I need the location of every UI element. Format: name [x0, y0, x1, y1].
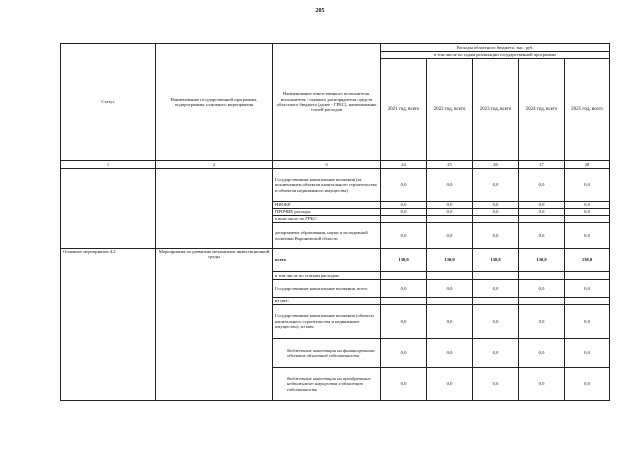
row-value: 0,0: [565, 339, 610, 368]
row-value: 0,0: [519, 280, 565, 298]
row-value: 0,0: [519, 339, 565, 368]
row-value: [381, 272, 427, 280]
row-value: [427, 216, 473, 223]
row-value: 0,0: [427, 339, 473, 368]
row-label: бюджетные инвестиции на финансирование объектов областной собственности: [273, 339, 381, 368]
row-value: 130,0: [427, 249, 473, 272]
row-value: 0,0: [473, 169, 519, 202]
row-value: 0,0: [381, 368, 427, 401]
col-number: 3: [273, 161, 381, 169]
row-value: 0,0: [565, 305, 610, 339]
column-number-row: [61, 161, 610, 169]
row-value: [565, 298, 610, 305]
row-label: из них:: [273, 298, 381, 305]
row-label: в том числе по ГРБС:: [273, 216, 381, 223]
status-cell-empty: [61, 169, 156, 249]
row-value: 0,0: [473, 223, 519, 249]
col-number: 25: [427, 161, 473, 169]
header-program-name: Наименование государственной программы, подпрограммы, основного мероприятия: [156, 44, 273, 161]
row-value: 0,0: [427, 280, 473, 298]
row-value: [427, 298, 473, 305]
row-value: 0,0: [565, 280, 610, 298]
header-expenses: Расходы областного бюджета, тыс. руб.: [381, 44, 610, 52]
header-year: 2024 год, всего: [519, 59, 565, 161]
row-label: Государственные капитальные вложения, всего: [273, 280, 381, 298]
row-value: [519, 298, 565, 305]
row-label: НИОКР: [273, 202, 381, 209]
row-value: 0,0: [381, 209, 427, 216]
row-value: 0,0: [427, 209, 473, 216]
header-executor: Наименование ответственного исполнителя, исполнителя - главного распорядителя средств областного бюджета (далее - ГРБС), наименование статей расходов: [273, 44, 381, 161]
row-value: 0,0: [565, 169, 610, 202]
row-value: 130,0: [565, 249, 610, 272]
col-number: 1: [61, 161, 156, 169]
row-value: 0,0: [519, 305, 565, 339]
row-value: 0,0: [473, 280, 519, 298]
col-number: 24: [381, 161, 427, 169]
row-value: 0,0: [519, 169, 565, 202]
col-number: 28: [565, 161, 610, 169]
row-value: 0,0: [381, 202, 427, 209]
budget-table: [60, 43, 610, 401]
row-value: [427, 272, 473, 280]
event-name: Мероприятия по развитию механизмов инвестиционной среды: [156, 249, 273, 401]
header-year: 2023 год, всего: [473, 59, 519, 161]
row-value: [565, 216, 610, 223]
header-status: Статус: [61, 44, 156, 161]
row-value: 0,0: [519, 223, 565, 249]
row-value: [565, 272, 610, 280]
table-row: [61, 249, 610, 272]
row-value: 130,0: [381, 249, 427, 272]
row-value: 0,0: [381, 305, 427, 339]
row-label: бюджетные инвестиции на приобретение недвижимого имущества в областную собственность: [273, 368, 381, 401]
page-number: 205: [315, 8, 325, 14]
row-value: 0,0: [473, 202, 519, 209]
row-value: [381, 298, 427, 305]
row-value: 0,0: [565, 202, 610, 209]
row-label: всего: [273, 249, 381, 272]
row-value: 0,0: [381, 280, 427, 298]
row-value: 0,0: [381, 169, 427, 202]
header-year: 2021 год, всего: [381, 59, 427, 161]
row-value: [519, 216, 565, 223]
row-value: 0,0: [427, 169, 473, 202]
header-year: 2025 год, всего: [565, 59, 610, 161]
row-value: 0,0: [565, 209, 610, 216]
row-value: 0,0: [473, 339, 519, 368]
row-value: 0,0: [427, 305, 473, 339]
row-value: 0,0: [519, 202, 565, 209]
row-label: департамент образования, науки и молодежной политики Воронежской области: [273, 223, 381, 249]
program-cell-empty: [156, 169, 273, 249]
row-value: 0,0: [473, 368, 519, 401]
row-value: 0,0: [519, 368, 565, 401]
row-label: в том числе по статьям расходов:: [273, 272, 381, 280]
row-value: 0,0: [565, 223, 610, 249]
row-value: 0,0: [427, 202, 473, 209]
col-number: 26: [473, 161, 519, 169]
header-by-years: в том числе по годам реализации государственной программы: [381, 52, 610, 59]
row-value: 130,0: [473, 249, 519, 272]
row-value: [473, 298, 519, 305]
col-number: 2: [156, 161, 273, 169]
row-value: 0,0: [381, 223, 427, 249]
row-value: 0,0: [565, 368, 610, 401]
row-value: 0,0: [381, 339, 427, 368]
row-value: 0,0: [473, 305, 519, 339]
row-value: 130,0: [519, 249, 565, 272]
table-row: [61, 169, 610, 202]
row-value: [473, 216, 519, 223]
row-value: 0,0: [427, 368, 473, 401]
row-label: Государственные капитальные вложения (объекты капитального строительства и недвижимое имущество), из них:: [273, 305, 381, 339]
row-value: 0,0: [427, 223, 473, 249]
header-year: 2022 год, всего: [427, 59, 473, 161]
col-number: 27: [519, 161, 565, 169]
event-status: Основное мероприятие 4.2: [61, 249, 156, 401]
row-value: [519, 272, 565, 280]
row-label: Государственные капитальные вложения (за исключением объектов капитального строительства и объектов недвижимого имущества): [273, 169, 381, 202]
row-value: 0,0: [473, 209, 519, 216]
row-label: ПРОЧИЕ расходы: [273, 209, 381, 216]
header-row-1: [61, 44, 610, 52]
row-value: [381, 216, 427, 223]
row-value: [473, 272, 519, 280]
row-value: 0,0: [519, 209, 565, 216]
